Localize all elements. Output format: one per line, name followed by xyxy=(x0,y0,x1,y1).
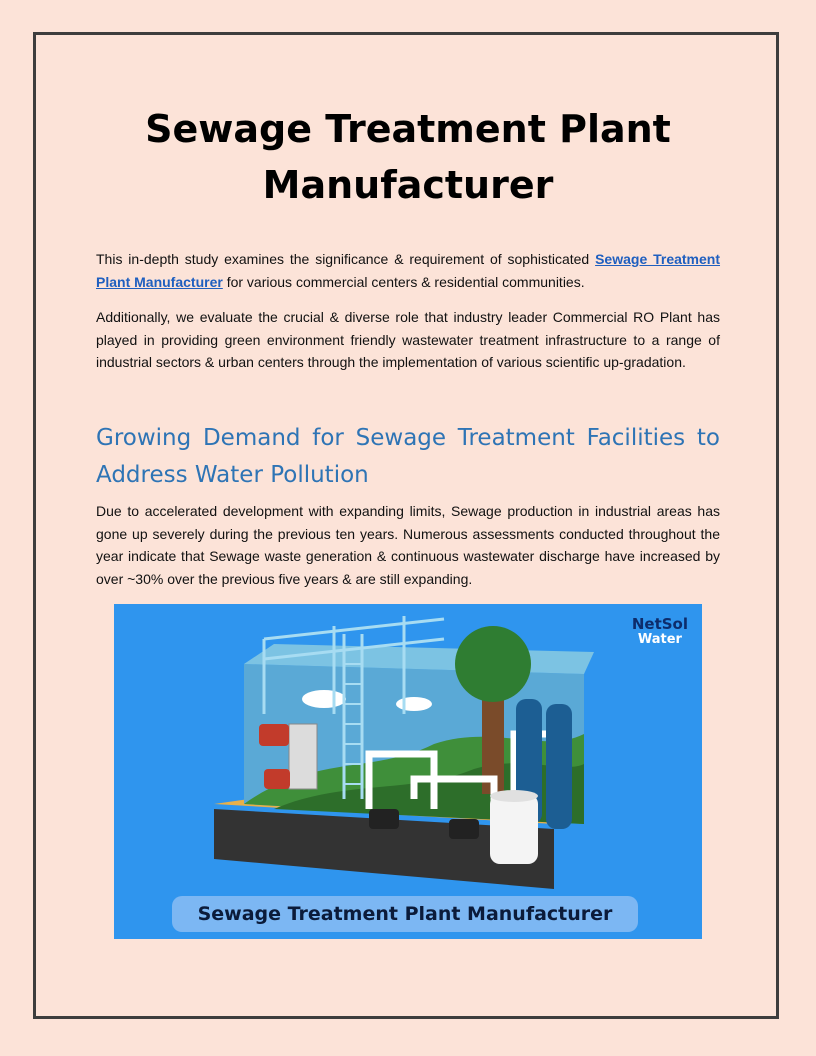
image-caption: Sewage Treatment Plant Manufacturer xyxy=(172,896,638,932)
intro-text-before: This in-depth study examines the significance & requirement of sophisticated xyxy=(96,251,596,267)
plant-image xyxy=(114,604,702,939)
sewage-treatment-plant-link[interactable]: Sewage Treatment Plant Manufacturer xyxy=(96,251,721,290)
plant-illustration xyxy=(114,604,702,939)
intro-paragraph xyxy=(96,248,720,293)
paragraph-3: Due to accelerated development with expanding limits, Sewage production in industrial areas has gone up severely during the previous ten years. Numerous assessments conducted throughout the year indicate that Sewage waste generation & continuous wastewater discharge have increased by over ~30% over the previous five years & are still expanding. xyxy=(96,503,720,587)
paragraph-2: Additionally, we evaluate the crucial & diverse role that industry leader Commercial RO Plant has played in providing green environment friendly wastewater treatment infrastructure to a range of industrial sectors & urban centers through the implementation of various scientific up-gradation. xyxy=(96,309,720,370)
netsol-water-logo xyxy=(632,616,688,648)
document-title: Sewage Treatment Plant Manufacturer xyxy=(145,107,671,207)
section-heading: Growing Demand for Sewage Treatment Facilities to Address Water Pollution xyxy=(96,425,720,488)
logo-line-1: NetSol xyxy=(631,615,688,633)
logo-line-2: Water xyxy=(637,632,682,647)
intro-text-after: for various commercial centers & residential communities. xyxy=(222,273,585,290)
